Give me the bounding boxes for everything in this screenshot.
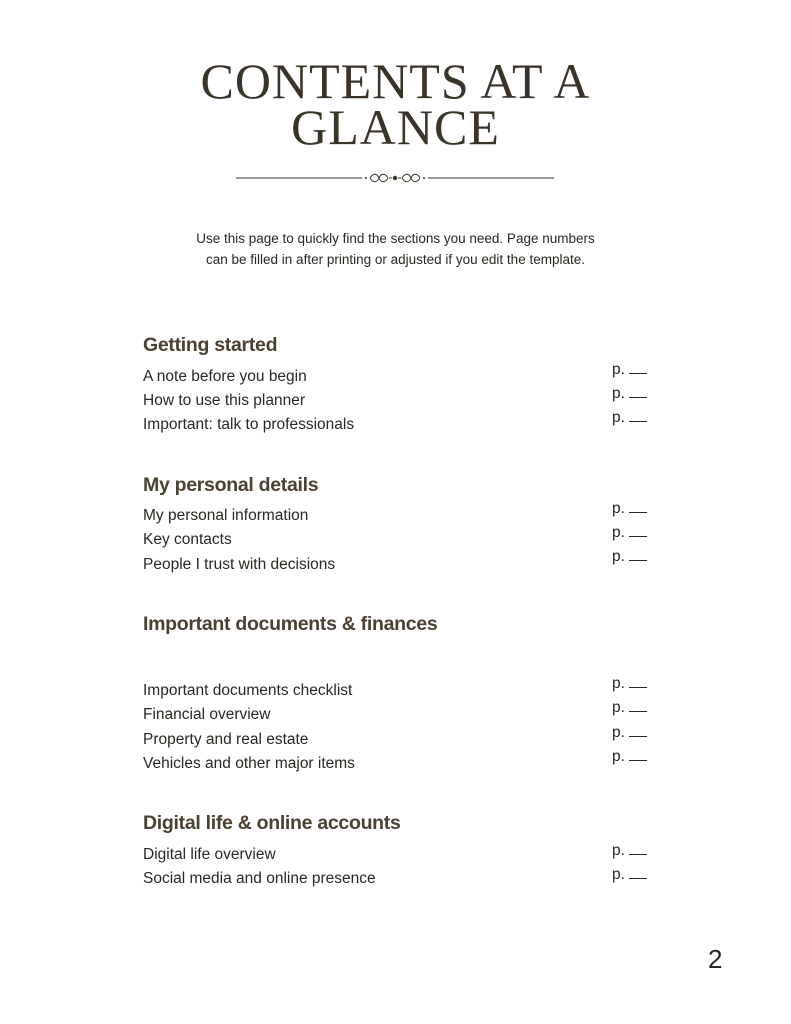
section-heading-personal-details: My personal details [143,474,319,496]
intro-text [150,228,641,270]
page-ref [612,361,647,379]
page-number-blank[interactable] [629,735,647,737]
page-ref [612,500,647,518]
page-number-blank[interactable] [629,686,647,688]
page-ref-prefix: p. [612,385,625,402]
toc-entry: A note before you begin [143,368,307,385]
page-ref [612,724,647,742]
page-title [0,53,791,155]
page-ref [612,748,647,766]
toc-entry: Important: talk to professionals [143,416,355,433]
page-title-line-1: CONTENTS AT A [200,53,591,109]
intro-line-1: Use this page to quickly find the sections you need. Page numbers [196,231,595,246]
page-title-line-2: GLANCE [291,99,500,155]
page-number-blank[interactable] [629,853,647,855]
toc-entry: Key contacts [143,531,232,548]
page-number-blank[interactable] [629,535,647,537]
page-ref [612,524,647,542]
toc-entry: Important documents checklist [143,682,353,699]
page-number-blank[interactable] [629,877,647,879]
page-ref-prefix: p. [612,500,625,517]
page-ref [612,842,647,860]
page-number-blank[interactable] [629,511,647,513]
page-ref-prefix: p. [612,548,625,565]
page-number-blank[interactable] [629,372,647,374]
page-ref [612,866,647,884]
section-heading-digital-life: Digital life & online accounts [143,812,401,834]
toc-entry: How to use this planner [143,392,305,409]
page-ref [612,675,647,693]
page-ref-prefix: p. [612,724,625,741]
page-ref-prefix: p. [612,748,625,765]
toc-entry: My personal information [143,507,309,524]
page-ref-prefix: p. [612,866,625,883]
page-ref [612,548,647,566]
page-number-blank[interactable] [629,420,647,422]
page-ref [612,385,647,403]
section-heading-documents-finances: Important documents & finances [143,613,438,635]
page-number-blank[interactable] [629,396,647,398]
page-number: 2 [708,944,723,974]
page-ref-prefix: p. [612,842,625,859]
toc-entry: Vehicles and other major items [143,755,355,772]
section-heading-getting-started: Getting started [143,334,278,356]
page-ref [612,699,647,717]
page-ref-prefix: p. [612,524,625,541]
toc-entry: Financial overview [143,706,271,723]
toc-entry: Digital life overview [143,846,276,863]
page-number-blank[interactable] [629,559,647,561]
page-number-blank[interactable] [629,759,647,761]
toc-entry: People I trust with decisions [143,556,336,573]
page-ref-prefix: p. [612,361,625,378]
page-ref-prefix: p. [612,409,625,426]
page-number-blank[interactable] [629,710,647,712]
page-ref-prefix: p. [612,675,625,692]
toc-entry: Property and real estate [143,731,309,748]
intro-line-2: can be filled in after printing or adjusted if you edit the template. [206,252,585,267]
toc-entry: Social media and online presence [143,870,376,887]
page-ref-prefix: p. [612,699,625,716]
ornament-divider [236,170,554,186]
page-ref [612,409,647,427]
